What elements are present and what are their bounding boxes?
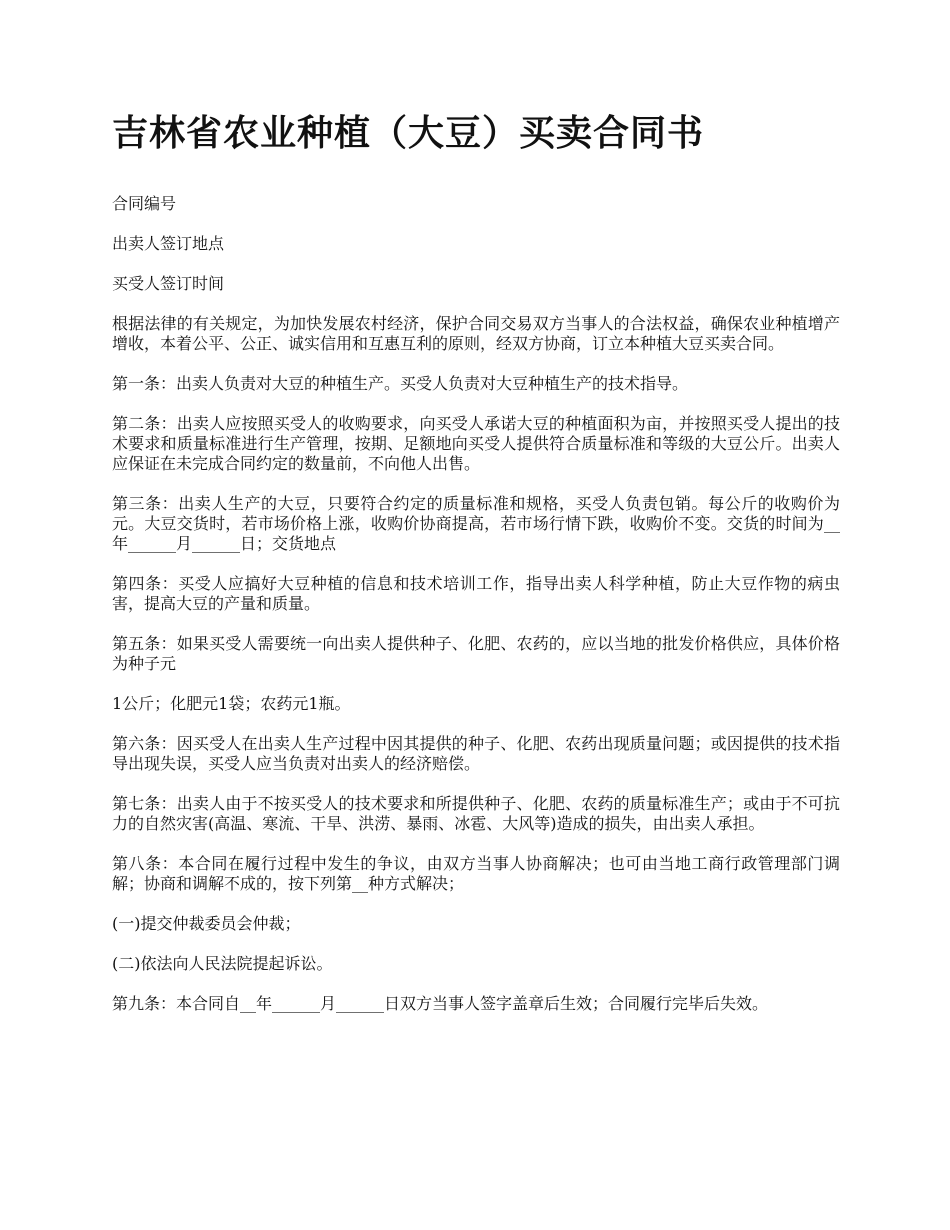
document-title: 吉林省农业种植（大豆）买卖合同书	[112, 113, 705, 154]
preamble-paragraph: 根据法律的有关规定，为加快发展农村经济，保护合同交易双方当事人的合法权益，确保农业种植增产增收，本着公平、公正、诚实信用和互惠互利的原则，经双方协商，订立本种植大豆买卖合同。	[112, 314, 840, 353]
article-8-option-1: (一)提交仲裁委员会仲裁；	[112, 914, 301, 933]
article-2: 第二条：出卖人应按照买受人的收购要求，向买受人承诺大豆的种植面积为亩，并按照买受人提出的技术要求和质量标准进行生产管理，按期、足额地向买受人提供符合质量标准和等级的大豆公斤。出卖人应保证在未完成合同约定的数量前，不向他人出售。	[112, 414, 840, 473]
buyer-signing-time: 买受人签订时间	[112, 274, 225, 293]
article-8: 第八条：本合同在履行过程中发生的争议，由双方当事人协商解决；也可由当地工商行政管理部门调解；协商和调解不成的，按下列第__种方式解决；	[112, 854, 840, 893]
document-page	[112, 110, 840, 1034]
article-4: 第四条：买受人应搞好大豆种植的信息和技术培训工作，指导出卖人科学种植，防止大豆作物的病虫害，提高大豆的产量和质量。	[112, 574, 840, 613]
contract-number: 合同编号	[112, 194, 177, 213]
article-6: 第六条：因买受人在出卖人生产过程中因其提供的种子、化肥、农药出现质量问题；或因提供的技术指导出现失误，买受人应当负责对出卖人的经济赔偿。	[112, 734, 840, 773]
article-1: 第一条：出卖人负责对大豆的种植生产。买受人负责对大豆种植生产的技术指导。	[112, 374, 689, 393]
seller-signing-place: 出卖人签订地点	[112, 234, 225, 253]
article-9: 第九条：本合同自__年______月______日双方当事人签字盖章后生效；合同履行完毕后失效。	[112, 994, 769, 1013]
article-7: 第七条：出卖人由于不按买受人的技术要求和所提供种子、化肥、农药的质量标准生产；或由于不可抗力的自然灾害(高温、寒流、干旱、洪涝、暴雨、冰雹、大风等)造成的损失，由出卖人承担。	[112, 794, 840, 833]
article-3: 第三条：出卖人生产的大豆，只要符合约定的质量标准和规格，买受人负责包销。每公斤的收购价为元。大豆交货时，若市场价格上涨，收购价协商提高，若市场行情下跌，收购价不变。交货的时间为__年______月______日；交货地点	[112, 494, 840, 553]
article-5-prices: 1公斤；化肥元1袋；农药元1瓶。	[112, 694, 351, 713]
article-5: 第五条：如果买受人需要统一向出卖人提供种子、化肥、农药的，应以当地的批发价格供应，具体价格为种子元	[112, 634, 840, 673]
article-8-option-2: (二)依法向人民法院提起诉讼。	[112, 954, 333, 973]
